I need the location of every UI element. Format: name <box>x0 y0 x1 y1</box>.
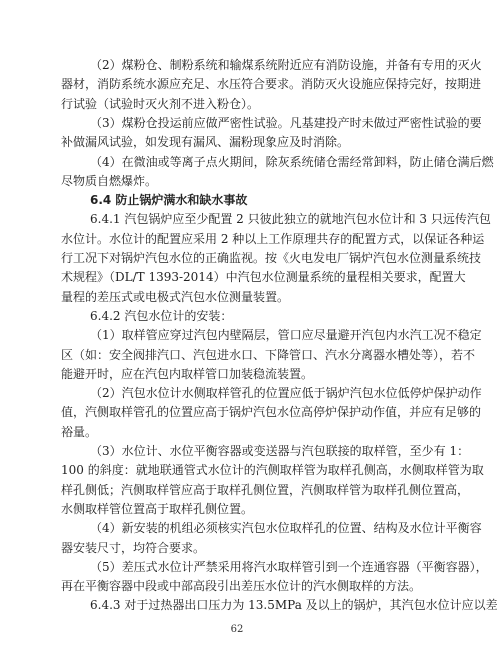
paragraph-line: （1）取样管应穿过汽包内壁隔层，管口应尽量避开汽包内水汽工况不稳定 <box>90 328 482 342</box>
paragraph-line: （4）新安装的机组必须核实汽包水位取样孔的位置、结构及水位计平衡容 <box>90 521 482 535</box>
paragraph-line: 补做漏风试验，如发现有漏风、漏粉现象应及时消除。 <box>61 135 350 149</box>
paragraph-line: 术规程》（DL/T 1393-2014）中汽包水位测量系统的量程相关要求，配置大 <box>61 270 466 284</box>
paragraph-line: 值，汽侧取样管孔的位置应高于锅炉汽包水位高停炉保护动作值，并应有足够的 <box>61 405 482 419</box>
paragraph-line: 水位计。水位计的配置应采用 2 种以上工作原理共存的配置方式，以保证各种运 <box>61 232 485 246</box>
page-number: 62 <box>230 624 244 635</box>
paragraph-line: （5）差压式水位计严禁采用将汽水取样管引到一个连通容器（平衡容器）， <box>90 560 488 574</box>
paragraph-line: 100 的斜度：就地联通管式水位计的汽侧取样管为取样孔侧高，水侧取样管为取 <box>61 463 484 477</box>
paragraph-line: 6.4.2 汽包水位计的安装： <box>90 309 233 323</box>
paragraph-line: 裕量。 <box>61 425 98 439</box>
paragraph-line: 行工况下对锅炉汽包水位的正确监视。按《火电发电厂锅炉汽包水位测量系统技 <box>61 251 482 265</box>
paragraph-line: 能避开时，应在汽包内取样管口加装稳流装置。 <box>61 367 314 381</box>
paragraph-line: 量程的差压式或电极式汽包水位测量装置。 <box>61 290 290 304</box>
paragraph-line: （2）煤粉仓、制粉系统和输煤系统附近应有消防设施，并备有专用的灭火 <box>90 58 482 72</box>
paragraph-line: （3）煤粉仓投运前应做严密性试验。凡基建投产时未做过严密性试验的要 <box>90 116 482 130</box>
paragraph-line: 器材，消防系统水源应充足、水压符合要求。消防灭火设施应保持完好，按期进 <box>61 77 482 91</box>
paragraph-line: 6.4.3 对于过热器出口压力为 13.5MPa 及以上的锅炉，其汽包水位计应以差 <box>90 598 498 612</box>
paragraph-line: 尽物质自燃爆炸。 <box>61 174 158 188</box>
paragraph-line: 6.4.1 汽包锅炉应至少配置 2 只彼此独立的就地汽包水位计和 3 只远传汽包 <box>90 212 491 226</box>
paragraph-line: （3）水位计、水位平衡容器或变送器与汽包联接的取样管，至少有 1： <box>90 444 470 458</box>
paragraph-line: 再在平衡容器中段或中部高段引出差压水位计的汽水侧取样的方法。 <box>61 579 422 593</box>
section-heading: 6.4 防止锅炉满水和缺水事故 <box>90 193 248 207</box>
paragraph-line: 行试验（试验时灭火剂不进入粉仓）。 <box>61 97 260 111</box>
paragraph-line: 区（如：安全阀排汽口、汽包进水口、下降管口、汽水分离器水槽处等），若不 <box>61 348 476 362</box>
paragraph-line: 水侧取样管位置高于取样孔侧位置。 <box>61 502 254 516</box>
paragraph-line: （4）在微油或等离子点火期间，除灰系统储仓需经常卸料，防止储仓满后燃 <box>90 155 494 169</box>
paragraph-line: 器安装尺寸，均符合要求。 <box>61 541 206 555</box>
paragraph-line: 样孔侧低；汽侧取样管应高于取样孔侧位置，汽侧取样管为取样孔侧位置高， <box>61 483 470 497</box>
paragraph-line: （2）汽包水位计水侧取样管孔的位置应低于锅炉汽包水位低停炉保护动作 <box>90 386 482 400</box>
